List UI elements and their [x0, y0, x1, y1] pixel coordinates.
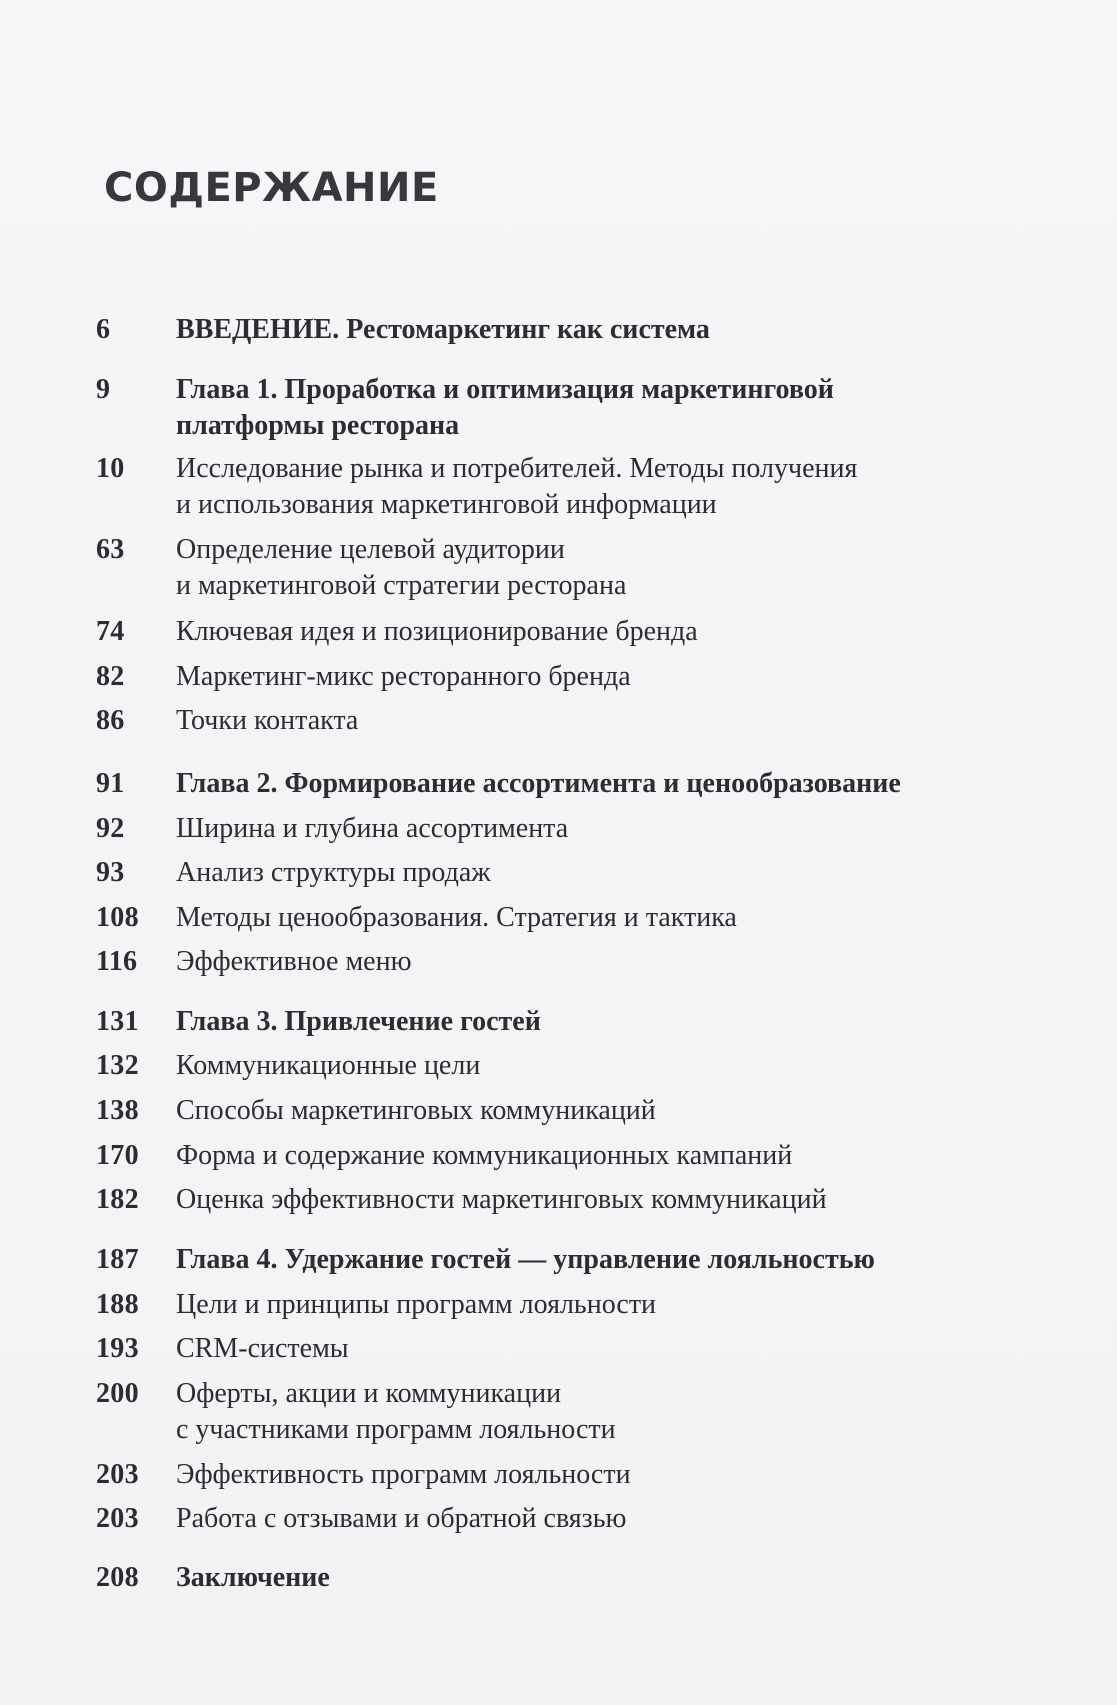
toc-page-number: 92	[96, 813, 125, 844]
toc-page-number: 193	[96, 1333, 139, 1364]
toc-entry-title: Оферты, акции и коммуникации с участниками программ лояльности	[176, 1378, 616, 1445]
toc-page-number: 6	[96, 314, 111, 345]
toc-entry-title: Форма и содержание коммуникационных кампаний	[176, 1140, 793, 1171]
toc-page-number: 74	[96, 616, 125, 647]
toc-entry-title: Исследование рынка и потребителей. Методы получения и использования маркетинговой информации	[176, 453, 858, 520]
toc-entry-title: Определение целевой аудитории и маркетинговой стратегии ресторана	[176, 534, 627, 601]
toc-page-number: 170	[96, 1140, 139, 1171]
toc-page-number: 188	[96, 1289, 139, 1320]
toc-page-number: 9	[96, 374, 111, 405]
toc-page-number: 138	[96, 1095, 139, 1126]
toc-entry-title: Ключевая идея и позиционирование бренда	[176, 616, 698, 647]
toc-entry-title: Цели и принципы программ лояльности	[176, 1289, 657, 1320]
toc-page-number: 82	[96, 661, 125, 692]
toc-entry-title: Глава 4. Удержание гостей — управление лояльностью	[176, 1244, 875, 1275]
toc-entry-lead: ВВЕДЕНИЕ.	[176, 314, 340, 345]
toc-entry-title: Точки контакта	[176, 705, 359, 736]
toc-page-number: 182	[96, 1184, 139, 1215]
toc-page-number: 200	[96, 1378, 139, 1409]
toc-page-number: 108	[96, 902, 139, 933]
toc-page-number: 131	[96, 1006, 139, 1037]
toc-entry-title: Заключение	[176, 1562, 330, 1593]
toc-entry-title: Анализ структуры продаж	[176, 857, 491, 888]
toc-entry-rest: Рестомаркетинг как система	[346, 314, 710, 345]
toc-page-number: 116	[96, 946, 138, 977]
toc-entry-title: Маркетинг-микс ресторанного бренда	[176, 661, 631, 692]
toc-page-number: 203	[96, 1459, 139, 1490]
toc-entry-title: Глава 2. Формирование ассортимента и ценообразование	[176, 768, 901, 799]
toc-page-number: 93	[96, 857, 125, 888]
toc-page-number: 63	[96, 534, 125, 565]
toc-page-number: 187	[96, 1244, 139, 1275]
toc-entry-title: Глава 1. Проработка и оптимизация маркетинговой платформы ресторана	[176, 374, 834, 441]
toc-entry-title	[176, 312, 1026, 348]
toc-entry-title: Эффективность программ лояльности	[176, 1459, 631, 1490]
toc-page-number: 132	[96, 1050, 139, 1081]
toc-entry-title: Ширина и глубина ассортимента	[176, 813, 569, 844]
toc-page-number: 91	[96, 768, 125, 799]
toc-page-number: 203	[96, 1503, 139, 1534]
toc-page-number: 208	[96, 1562, 139, 1593]
page-title: СОДЕРЖАНИЕ	[104, 165, 439, 211]
toc-entry-title: Оценка эффективности маркетинговых коммуникаций	[176, 1184, 827, 1215]
toc-page-number: 86	[96, 705, 125, 736]
toc-entry-title: Способы маркетинговых коммуникаций	[176, 1095, 656, 1126]
toc-entry-title: CRM-системы	[176, 1333, 349, 1364]
toc-entry-title: Работа с отзывами и обратной связью	[176, 1503, 627, 1534]
toc-entry-title: Эффективное меню	[176, 946, 412, 977]
toc-entry-title: Коммуникационные цели	[176, 1050, 481, 1081]
toc-entry-title: Глава 3. Привлечение гостей	[176, 1006, 541, 1037]
toc-page-number: 10	[96, 453, 125, 484]
toc-entry-title: Методы ценообразования. Стратегия и тактика	[176, 902, 737, 933]
